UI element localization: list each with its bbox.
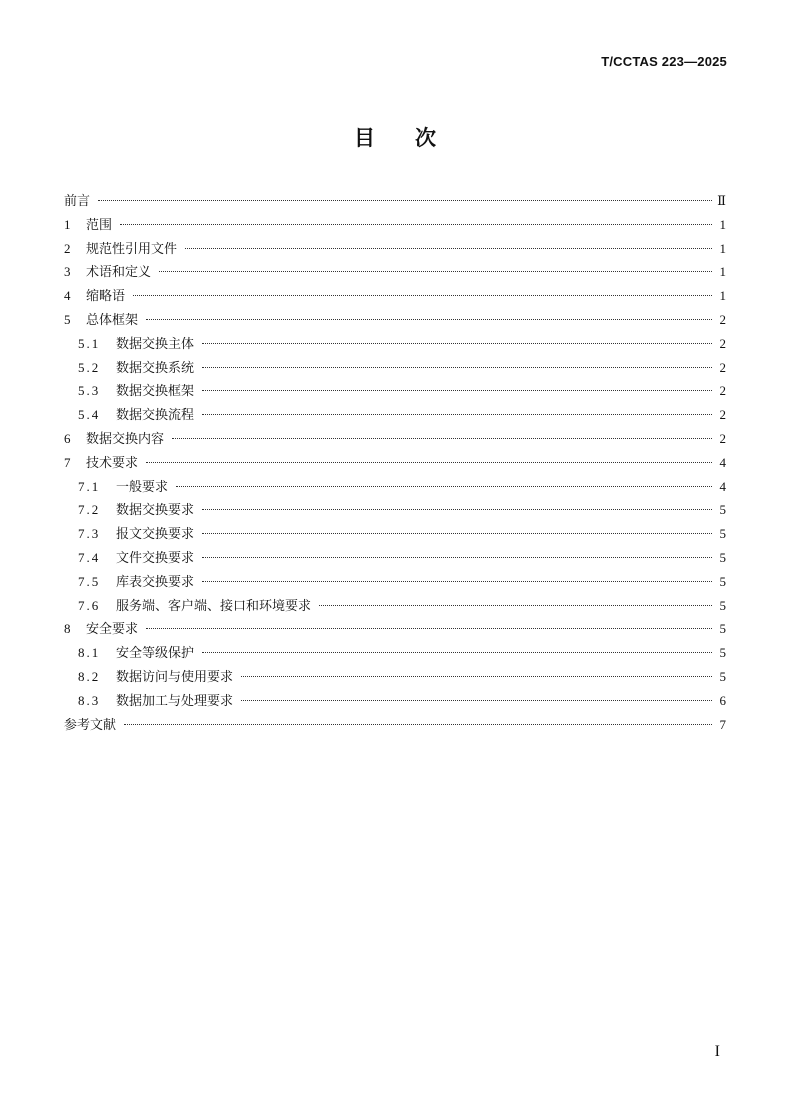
toc-entry-page: Ⅱ (717, 193, 726, 208)
dot-leader (202, 581, 712, 582)
toc-entry-number: 2 (64, 240, 71, 256)
toc-entry[interactable] (64, 547, 726, 571)
toc-entry-page: 2 (719, 335, 726, 351)
toc-entry-number: 7.6 (78, 597, 101, 613)
toc-entry[interactable] (64, 523, 726, 547)
toc-entry-label: 服务端、客户端、接口和环境要求 (116, 598, 312, 614)
dot-leader (172, 438, 712, 439)
toc-entry-page: 7 (719, 716, 726, 732)
toc-entry-label: 数据交换内容 (86, 431, 165, 447)
toc-entry-label: 术语和定义 (86, 265, 152, 281)
toc-entry-page: 5 (719, 668, 726, 684)
toc-entry-number: 8 (64, 621, 71, 637)
dot-leader (241, 676, 712, 677)
dot-leader (202, 533, 712, 534)
dot-leader (159, 271, 712, 272)
toc-entry-label: 数据加工与处理要求 (116, 693, 234, 709)
toc-entry-label: 安全等级保护 (116, 646, 195, 662)
toc-entry[interactable] (64, 214, 726, 238)
toc-entry[interactable] (64, 190, 726, 214)
toc-entry-number: 5.2 (78, 359, 101, 375)
standard-code: T/CCTAS 223—2025 (601, 54, 727, 69)
toc-entry[interactable] (64, 404, 726, 428)
toc-entry-page: 5 (719, 502, 726, 518)
dot-leader (202, 557, 712, 558)
toc-entry[interactable] (64, 642, 726, 666)
toc-entry-label: 文件交换要求 (116, 550, 195, 566)
dot-leader (202, 367, 712, 368)
toc-entry[interactable] (64, 309, 726, 333)
toc-entry-page: 1 (719, 288, 726, 304)
toc-entry-page: 5 (719, 621, 726, 637)
toc-entry-page: 5 (719, 549, 726, 565)
dot-leader (241, 700, 712, 701)
toc-entry-number: 8.3 (78, 692, 101, 708)
dot-leader (319, 605, 712, 606)
toc-entry-label: 数据交换流程 (116, 408, 195, 424)
toc-entry-page: 2 (719, 311, 726, 327)
toc-entry-label: 数据访问与使用要求 (116, 669, 234, 685)
dot-leader (185, 248, 712, 249)
toc-entry-label: 总体框架 (86, 312, 139, 328)
toc-entry-number: 5.3 (78, 383, 101, 399)
dot-leader (202, 343, 712, 344)
toc-entry-number: 7.5 (78, 573, 101, 589)
toc-entry-page: 1 (719, 240, 726, 256)
dot-leader (202, 390, 712, 391)
toc-entry-number: 7 (64, 454, 71, 470)
toc-entry-label: 数据交换系统 (116, 360, 195, 376)
dot-leader (98, 200, 712, 201)
toc-entry-number: 5.4 (78, 407, 101, 423)
dot-leader (146, 319, 712, 320)
dot-leader (146, 462, 712, 463)
toc-entry[interactable] (64, 333, 726, 357)
toc-entry-page: 1 (719, 264, 726, 280)
toc-entry[interactable] (64, 666, 726, 690)
toc-entry-number: 8.1 (78, 645, 101, 661)
toc-entry-page: 2 (719, 407, 726, 423)
dot-leader (202, 509, 712, 510)
toc-entry-page: 4 (719, 454, 726, 470)
dot-leader (202, 414, 712, 415)
toc-entry-number: 1 (64, 216, 71, 232)
toc-entry-label: 一般要求 (116, 479, 169, 495)
toc-entry-label: 数据交换主体 (116, 336, 195, 352)
toc-entry-page: 5 (719, 573, 726, 589)
toc-title: 目次 (354, 126, 476, 150)
toc-entry-label: 报文交换要求 (116, 527, 195, 543)
toc-entry[interactable] (64, 571, 726, 595)
toc-entry-page: 2 (719, 359, 726, 375)
toc-entry-label: 缩略语 (86, 289, 126, 305)
toc-entry-number: 6 (64, 430, 71, 446)
toc-entry[interactable] (64, 452, 726, 476)
dot-leader (124, 724, 712, 725)
toc-entry-number: 4 (64, 288, 71, 304)
toc-entry-page: 1 (719, 216, 726, 232)
dot-leader (146, 628, 712, 629)
toc-entry-number: 3 (64, 264, 71, 280)
toc-entry[interactable] (64, 357, 726, 381)
toc-entry-page: 5 (719, 597, 726, 613)
toc-entry-number: 7.1 (78, 478, 101, 494)
toc-entry-number: 7.3 (78, 526, 101, 542)
toc-entry-number: 7.2 (78, 502, 101, 518)
toc-entry-page: 6 (719, 692, 726, 708)
toc-entry-page: 2 (719, 383, 726, 399)
toc-entry-page: 4 (719, 478, 726, 494)
toc-entry-page: 5 (719, 526, 726, 542)
toc-entry[interactable] (64, 380, 726, 404)
toc-entry-label: 库表交换要求 (116, 574, 195, 590)
dot-leader (202, 652, 712, 653)
toc-entry-label: 安全要求 (86, 622, 139, 638)
toc-entry-page: 2 (719, 430, 726, 446)
toc-entry-number: 5 (64, 311, 71, 327)
toc-entry-label: 前言 (64, 194, 91, 209)
toc-entry[interactable] (64, 285, 726, 309)
toc-entry[interactable] (64, 690, 726, 714)
toc-entry-label: 规范性引用文件 (86, 241, 178, 257)
toc-entry-label: 范围 (86, 217, 113, 233)
toc-entry-number: 5.1 (78, 335, 101, 351)
page-folio: I (714, 1043, 720, 1060)
toc-entry-number: 8.2 (78, 668, 101, 684)
toc-entry[interactable] (64, 499, 726, 523)
toc-entry[interactable] (64, 595, 726, 619)
dot-leader (133, 295, 712, 296)
dot-leader (176, 486, 712, 487)
toc-entry[interactable] (64, 476, 726, 500)
toc-entry[interactable] (64, 428, 726, 452)
table-of-contents (64, 190, 726, 737)
toc-entry-label: 数据交换要求 (116, 503, 195, 519)
toc-entry-label: 参考文献 (64, 717, 117, 733)
toc-entry[interactable] (64, 238, 726, 262)
toc-entry-page: 5 (719, 645, 726, 661)
dot-leader (120, 224, 712, 225)
toc-entry[interactable] (64, 261, 726, 285)
toc-entry[interactable] (64, 618, 726, 642)
toc-entry-label: 技术要求 (86, 455, 139, 471)
toc-entry[interactable] (64, 714, 726, 738)
toc-entry-number: 7.4 (78, 549, 101, 565)
toc-entry-label: 数据交换框架 (116, 384, 195, 400)
